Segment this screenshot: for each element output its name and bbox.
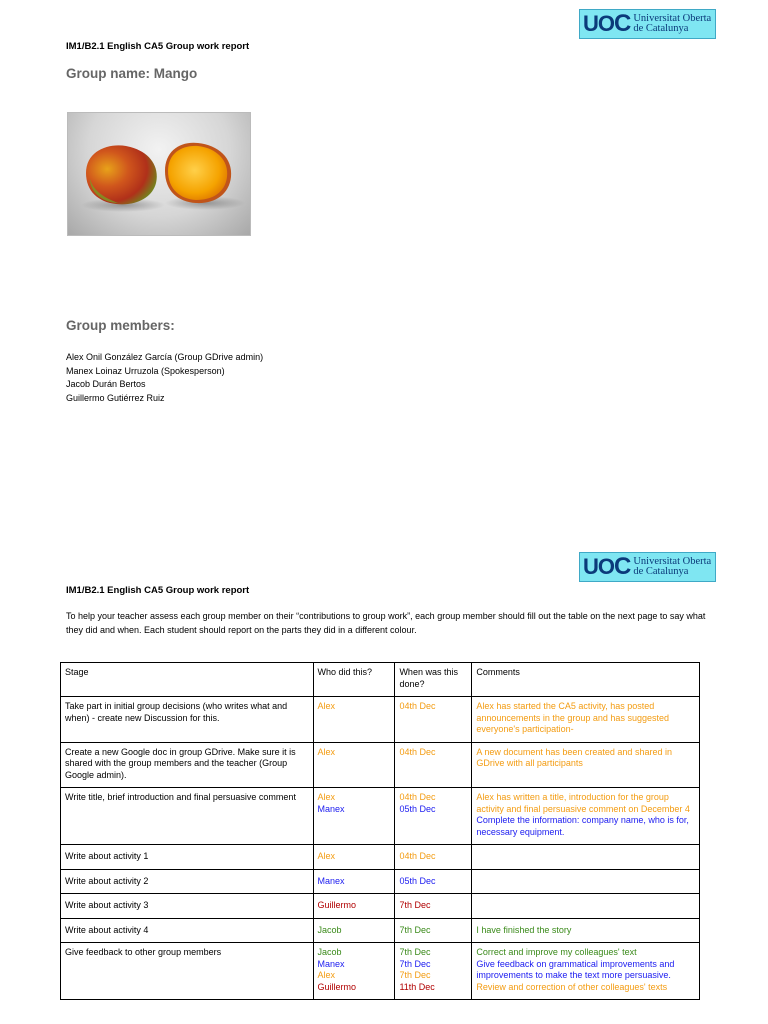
who-cell bbox=[313, 869, 395, 894]
when-entry: 7th Dec bbox=[399, 970, 431, 980]
who-cell bbox=[313, 845, 395, 870]
member-item: Alex Onil González García (Group GDrive admin) bbox=[66, 352, 264, 362]
who-cell bbox=[313, 943, 395, 1000]
when-entry: 05th Dec bbox=[399, 875, 436, 886]
header-comments: Comments bbox=[472, 663, 700, 697]
who-entry: Alex bbox=[317, 970, 336, 980]
table-row bbox=[61, 742, 700, 788]
when-entry: 7th Dec bbox=[399, 958, 431, 969]
when-cell bbox=[395, 845, 472, 870]
who-entry: Manex bbox=[317, 958, 345, 969]
when-entry: 7th Dec bbox=[399, 900, 431, 910]
comments-cell bbox=[472, 943, 700, 1000]
when-cell bbox=[395, 742, 472, 788]
when-entry: 11th Dec bbox=[399, 981, 435, 992]
mango-photo bbox=[67, 112, 251, 236]
uoc-logo-text: Universitat Oberta de Catalunya bbox=[633, 12, 712, 34]
uoc-logo bbox=[579, 9, 716, 39]
comments-cell bbox=[472, 894, 700, 919]
intro-paragraph: To help your teacher assess each group member on their “contributions to group work”, each group member should fill out the table on the next page to say what they did and when. Each student should report on the parts they did in a different colour. bbox=[66, 611, 706, 635]
comments-cell bbox=[472, 845, 700, 870]
when-cell bbox=[395, 788, 472, 845]
table-row bbox=[61, 788, 700, 845]
who-cell bbox=[313, 894, 395, 919]
when-entry: 7th Dec bbox=[399, 924, 431, 935]
who-entry: Alex bbox=[317, 701, 336, 711]
comments-entry: Alex has started the CA5 activity, has posted announcements in the group and has suggested everyone's participation- bbox=[476, 701, 669, 734]
comments-cell bbox=[472, 788, 700, 845]
who-entry: Alex bbox=[317, 792, 336, 802]
when-entry: 04th Dec bbox=[399, 851, 436, 861]
member-item: Guillermo Gutiérrez Ruiz bbox=[66, 392, 165, 403]
header-stage: Stage bbox=[61, 663, 314, 697]
who-entry: Manex bbox=[317, 875, 345, 886]
members-list bbox=[66, 351, 263, 405]
who-cell bbox=[313, 788, 395, 845]
stage-cell: Take part in initial group decisions (who writes what and when) - create new Discussion for this. bbox=[61, 697, 314, 743]
who-entry: Guillermo bbox=[317, 981, 357, 992]
comments-cell bbox=[472, 742, 700, 788]
member-item: Jacob Durán Bertos bbox=[66, 379, 146, 389]
comments-entry: Complete the information: company name, who is for, necessary equipment. bbox=[476, 815, 689, 837]
who-cell bbox=[313, 697, 395, 743]
comments-cell bbox=[472, 918, 700, 943]
when-cell bbox=[395, 697, 472, 743]
table-row bbox=[61, 918, 700, 943]
table-row bbox=[61, 845, 700, 870]
doc-title: IM1/B2.1 English CA5 Group work report bbox=[66, 585, 250, 596]
stage-cell: Give feedback to other group members bbox=[61, 943, 314, 1000]
when-cell bbox=[395, 918, 472, 943]
header-who: Who did this? bbox=[313, 663, 395, 697]
uoc-logo bbox=[579, 552, 716, 582]
stage-cell: Write about activity 2 bbox=[61, 869, 314, 894]
stage-cell: Create a new Google doc in group GDrive. Make sure it is shared with the group members and the teacher (Group Google admin). bbox=[61, 742, 314, 788]
when-cell bbox=[395, 894, 472, 919]
comments-entry: Give feedback on grammatical improvements and improvements to make the text more persuasive. bbox=[476, 958, 675, 980]
table-row bbox=[61, 697, 700, 743]
comments-entry: I have finished the story bbox=[476, 924, 572, 935]
comments-entry: Correct and improve my colleagues' text bbox=[476, 947, 637, 957]
table-body bbox=[61, 697, 700, 1000]
when-entry: 04th Dec bbox=[399, 746, 436, 757]
who-entry: Manex bbox=[317, 803, 345, 814]
comments-entry: Review and correction of other colleagues' texts bbox=[476, 981, 668, 992]
uoc-logo-text: Universitat Oberta de Catalunya bbox=[633, 555, 712, 577]
stage-cell: Write title, brief introduction and final persuasive comment bbox=[61, 788, 314, 845]
who-entry: Jacob bbox=[317, 947, 342, 957]
stage-cell: Write about activity 3 bbox=[61, 894, 314, 919]
table-header-row bbox=[61, 663, 700, 697]
when-entry: 04th Dec bbox=[399, 792, 436, 802]
who-entry: Alex bbox=[317, 746, 336, 757]
comments-entry: A new document has been created and shared in GDrive with all participants bbox=[476, 746, 672, 768]
table-row bbox=[61, 894, 700, 919]
who-entry: Guillermo bbox=[317, 900, 357, 910]
comments-cell bbox=[472, 869, 700, 894]
group-members-heading: Group members: bbox=[66, 318, 175, 333]
comments-entry: Alex has written a title, introduction for the group activity and final persuasive comment on December 4 bbox=[476, 792, 690, 814]
when-entry: 7th Dec bbox=[399, 947, 431, 957]
table-row bbox=[61, 869, 700, 894]
who-entry: Alex bbox=[317, 851, 336, 861]
header-when: When was this done? bbox=[395, 663, 472, 697]
who-cell bbox=[313, 742, 395, 788]
when-entry: 05th Dec bbox=[399, 803, 436, 814]
who-cell bbox=[313, 918, 395, 943]
uoc-logo-mark: UOC bbox=[583, 553, 631, 580]
when-entry: 04th Dec bbox=[399, 701, 436, 711]
doc-title: IM1/B2.1 English CA5 Group work report bbox=[66, 41, 250, 52]
comments-cell bbox=[472, 697, 700, 743]
when-cell bbox=[395, 869, 472, 894]
uoc-logo-mark: UOC bbox=[583, 10, 631, 37]
work-report-table bbox=[60, 662, 700, 1000]
when-cell bbox=[395, 943, 472, 1000]
stage-cell: Write about activity 1 bbox=[61, 845, 314, 870]
group-name: Group name: Mango bbox=[66, 66, 198, 81]
who-entry: Jacob bbox=[317, 924, 342, 935]
table-row bbox=[61, 943, 700, 1000]
stage-cell: Write about activity 4 bbox=[61, 918, 314, 943]
member-item: Manex Loinaz Urruzola (Spokesperson) bbox=[66, 365, 225, 376]
